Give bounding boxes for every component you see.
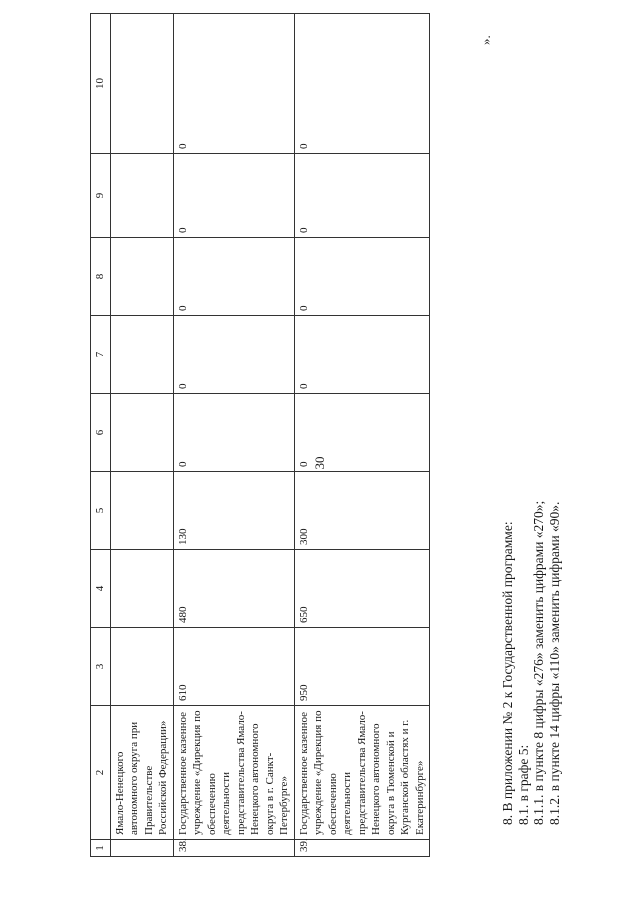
table-cell: 650 [294, 550, 430, 628]
table-cell [110, 316, 173, 394]
table-cell: 0 [173, 238, 294, 316]
table-cell: 0 [294, 238, 430, 316]
table-header-row [91, 14, 111, 857]
institution-name: Ямало-Ненецкого автономного округа при Правительстве Российской Федерации» [110, 706, 173, 840]
table-cell: 300 [294, 472, 430, 550]
table-cell: 0 [173, 394, 294, 472]
column-header: 1 [91, 840, 111, 857]
page-number: 30 [312, 456, 327, 470]
table-cell [110, 628, 173, 706]
table-cell: 0 [173, 14, 294, 154]
row-number [110, 840, 173, 857]
institution-name: Государственное казенное учреждение «Дирекция по обеспечению деятельности представительства Ямало-Ненецкого автономного округа в Тюменской и Курганской областях и г. Екатеринбурге» [294, 706, 430, 840]
amendment-line: 8.1.1. в пункте 8 цифры «276» заменить цифрами «270»; [531, 500, 546, 825]
amendment-line: 8.1.2. в пункте 14 цифры «110» заменить цифрами «90». [546, 501, 562, 825]
amendments-text [500, 65, 562, 825]
table-cell: 0 [294, 14, 430, 154]
amendment-line: 8.1. в графе 5: [515, 744, 531, 825]
column-header: 2 [91, 706, 111, 840]
row-number: 38. [173, 840, 294, 857]
table-cell: 950 [294, 628, 430, 706]
table-cell [110, 550, 173, 628]
table-cell [110, 14, 173, 154]
institution-name: Государственное казенное учреждение «Дирекция по обеспечению деятельности представительства Ямало-Ненецкого автономного округа в г. Санкт-Петербурге» [173, 706, 294, 840]
column-header: 6 [91, 394, 111, 472]
table-cell: 0 [294, 154, 430, 238]
rotated-page-content [90, 37, 630, 857]
table-cell: 0 [294, 394, 430, 472]
budget-table [90, 13, 430, 857]
table-cell [110, 394, 173, 472]
table-row [110, 14, 173, 857]
amendment-line: 8. В приложении № 2 к Государственной программе: [500, 521, 515, 825]
column-header: 10 [91, 14, 111, 154]
column-header: 4 [91, 550, 111, 628]
column-header: 7 [91, 316, 111, 394]
column-header: 3 [91, 628, 111, 706]
table-row [173, 14, 294, 857]
table-cell: 130 [173, 472, 294, 550]
table-cell [110, 154, 173, 238]
table-cell [110, 472, 173, 550]
column-header: 9 [91, 154, 111, 238]
table-cell: 610 [173, 628, 294, 706]
column-header: 8 [91, 238, 111, 316]
table-cell: 0 [173, 154, 294, 238]
table-cell: 0 [173, 316, 294, 394]
table-cell: 480 [173, 550, 294, 628]
row-number: 39. [294, 840, 430, 857]
table-row [294, 14, 430, 857]
column-header: 5 [91, 472, 111, 550]
table-cell: 0 [294, 316, 430, 394]
table-cell [110, 238, 173, 316]
closing-quote-mark: ». [478, 35, 493, 45]
